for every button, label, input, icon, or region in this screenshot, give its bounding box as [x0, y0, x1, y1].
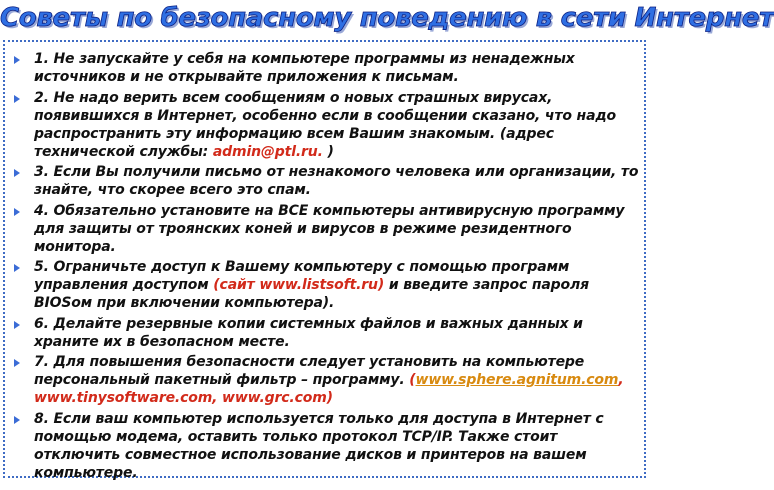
bullet-icon [14, 264, 20, 272]
item-text-suffix: и введите запрос пароля BIOSом при включении компьютера). [34, 277, 589, 311]
bullet-icon [14, 56, 20, 64]
item-text-suffix: ) [322, 143, 334, 160]
list-item [14, 202, 646, 256]
bullet-icon [14, 208, 20, 216]
item-text: 6. Делайте резервные копии системных файлов и важных данных и храните их в безопасном месте. [34, 315, 583, 350]
title-bar [0, 0, 774, 40]
list-item [14, 258, 646, 312]
link-sphere-agnitum[interactable]: www.sphere.agnitum.com [415, 372, 619, 388]
list-item [14, 410, 646, 482]
bullet-icon [14, 359, 20, 367]
item-text: 8. Если ваш компьютер используется только для доступа в Интернет с помощью модема, оставить только протокол TCP/IP. Также стоит отключить совместное использование дисков и принтеров на вашем компьютере. [34, 410, 604, 481]
page-title: Советы по безопасному поведению в сети Интернет [0, 3, 774, 33]
item-text: 2. Не надо верить всем сообщениям о новых страшных вирусах, появившихся в Интернет, особенно если в сообщении сказано, что надо распространить эту информацию всем Вашим знакомым. (адрес технической службы: [34, 89, 616, 160]
bullet-icon [14, 95, 20, 103]
link-open-paren: ( [409, 372, 416, 388]
site-reference[interactable]: (сайт www.listsoft.ru) [213, 277, 385, 293]
support-email[interactable]: admin@ptl.ru. [212, 143, 323, 160]
item-text: 7. Для повышения безопасности следует установить на компьютере персональный пакетный фильтр – программу. [34, 354, 585, 388]
bullet-icon [14, 416, 20, 424]
link-separator: , [618, 372, 624, 388]
bullet-icon [14, 169, 20, 177]
item-text: 1. Не запускайте у себя на компьютере программы из ненадежных источников и не открывайте приложения к письмам. [34, 51, 575, 85]
list-item [14, 315, 646, 351]
list-item [14, 50, 646, 86]
list-item [14, 89, 646, 161]
list-item [14, 163, 646, 199]
bullet-icon [14, 321, 20, 329]
tips-list [14, 50, 646, 484]
item-text: 4. Обязательно установите на ВСЕ компьютеры антивирусную программу для защиты от троянских коней и вирусов в режиме резидентного монитора. [34, 202, 625, 255]
item-text: 5. Ограничьте доступ к Вашему компьютеру с помощью программ управления доступом [34, 259, 570, 293]
link-tinysoftware-grc[interactable]: www.tinysoftware.com, www.grc.com) [34, 390, 333, 406]
list-item [14, 353, 646, 407]
item-text: 3. Если Вы получили письмо от незнакомого человека или организации, то знайте, что скорее всего это спам. [34, 164, 639, 198]
